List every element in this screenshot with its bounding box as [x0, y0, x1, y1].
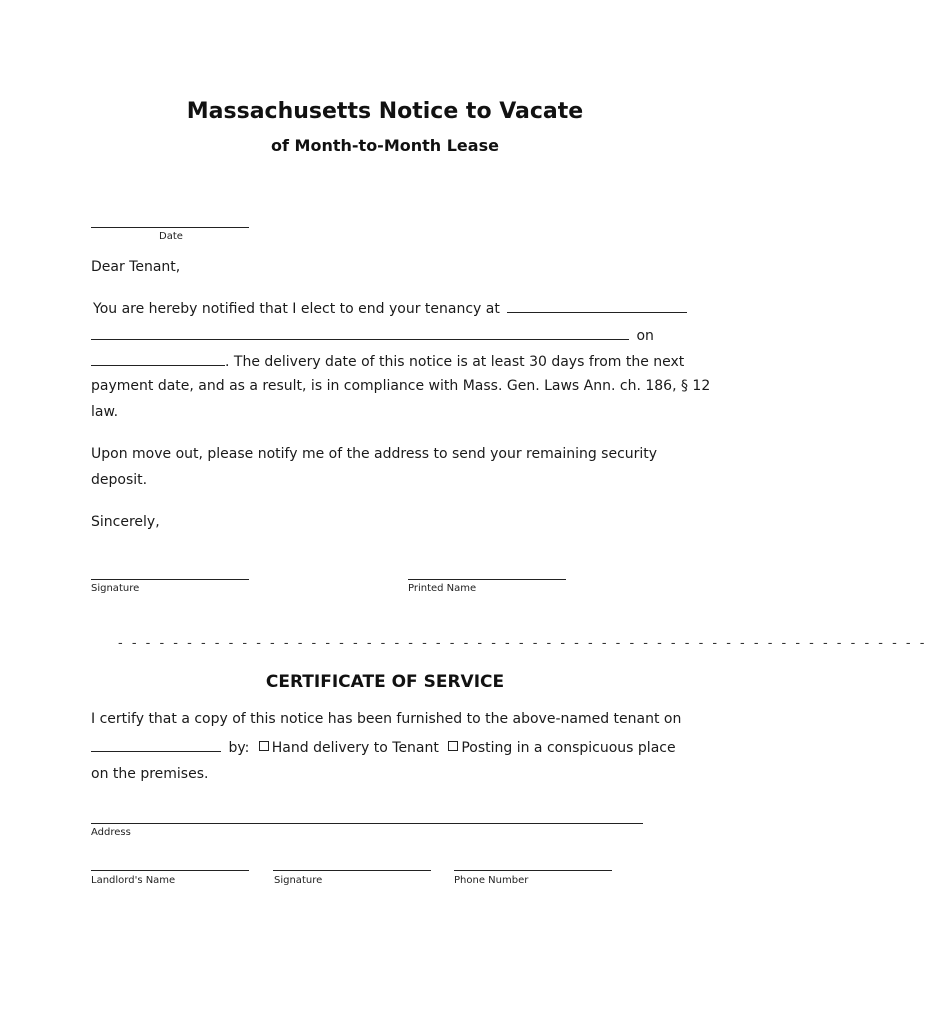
date-label: Date [159, 231, 183, 242]
address-line [91, 823, 643, 824]
document-title: Massachusetts Notice to Vacate [186, 99, 584, 124]
certificate-title: CERTIFICATE OF SERVICE [265, 672, 505, 692]
salutation: Dear Tenant, [91, 259, 181, 275]
signature-line [91, 579, 249, 580]
printed-name-line [408, 579, 566, 580]
phone-number-line [454, 870, 612, 871]
landlord-name-label: Landlord's Name [91, 875, 176, 886]
printed-name-label: Printed Name [408, 583, 477, 594]
cut-divider: - - - - - - - - - - - - - - - - - - - - - - - - - - - - - - - - - - - - - - - - - - - - - - - - - - - - - - - - - - - [118, 636, 927, 651]
address-blank [507, 300, 687, 313]
cert-signature-line [273, 870, 431, 871]
cert-line1: I certify that a copy of this notice has been furnished to the above-named tenant on [91, 711, 682, 727]
document-subtitle: of Month-to-Month Lease [271, 136, 499, 155]
para1-line2 [91, 327, 654, 344]
hand-delivery-checkbox[interactable] [259, 741, 269, 751]
service-date-blank [91, 739, 221, 752]
address-label: Address [91, 827, 131, 838]
para1-line1 [93, 300, 687, 317]
cert-line2 [91, 739, 676, 756]
landlord-name-line [91, 870, 249, 871]
para1-line1-text: You are hereby notified that I elect to end your tenancy at [93, 301, 500, 317]
closing: Sincerely, [91, 514, 160, 530]
para1-line4: payment date, and as a result, is in compliance with Mass. Gen. Laws Ann. ch. 186, § 12 [91, 378, 711, 394]
phone-number-label: Phone Number [454, 875, 529, 886]
cert-line3: on the premises. [91, 766, 209, 782]
posting-checkbox[interactable] [448, 741, 458, 751]
hand-delivery-label: Hand delivery to Tenant [271, 740, 439, 756]
cert-signature-label: Signature [274, 875, 323, 886]
vacate-date-blank [91, 353, 225, 366]
cert-by-text: by: [228, 740, 250, 756]
date-field-line [91, 227, 249, 228]
posting-label: Posting in a conspicuous place [461, 740, 676, 756]
para1-line3-text: . The delivery date of this notice is at least 30 days from the next [225, 354, 685, 370]
address-blank-continued [91, 327, 629, 340]
signature-label: Signature [91, 583, 140, 594]
para2-line2: deposit. [91, 472, 148, 488]
para1-on-text: on [636, 328, 654, 344]
para1-line3 [91, 353, 684, 370]
para1-line5: law. [91, 404, 119, 420]
para2-line1: Upon move out, please notify me of the address to send your remaining security [91, 446, 658, 462]
